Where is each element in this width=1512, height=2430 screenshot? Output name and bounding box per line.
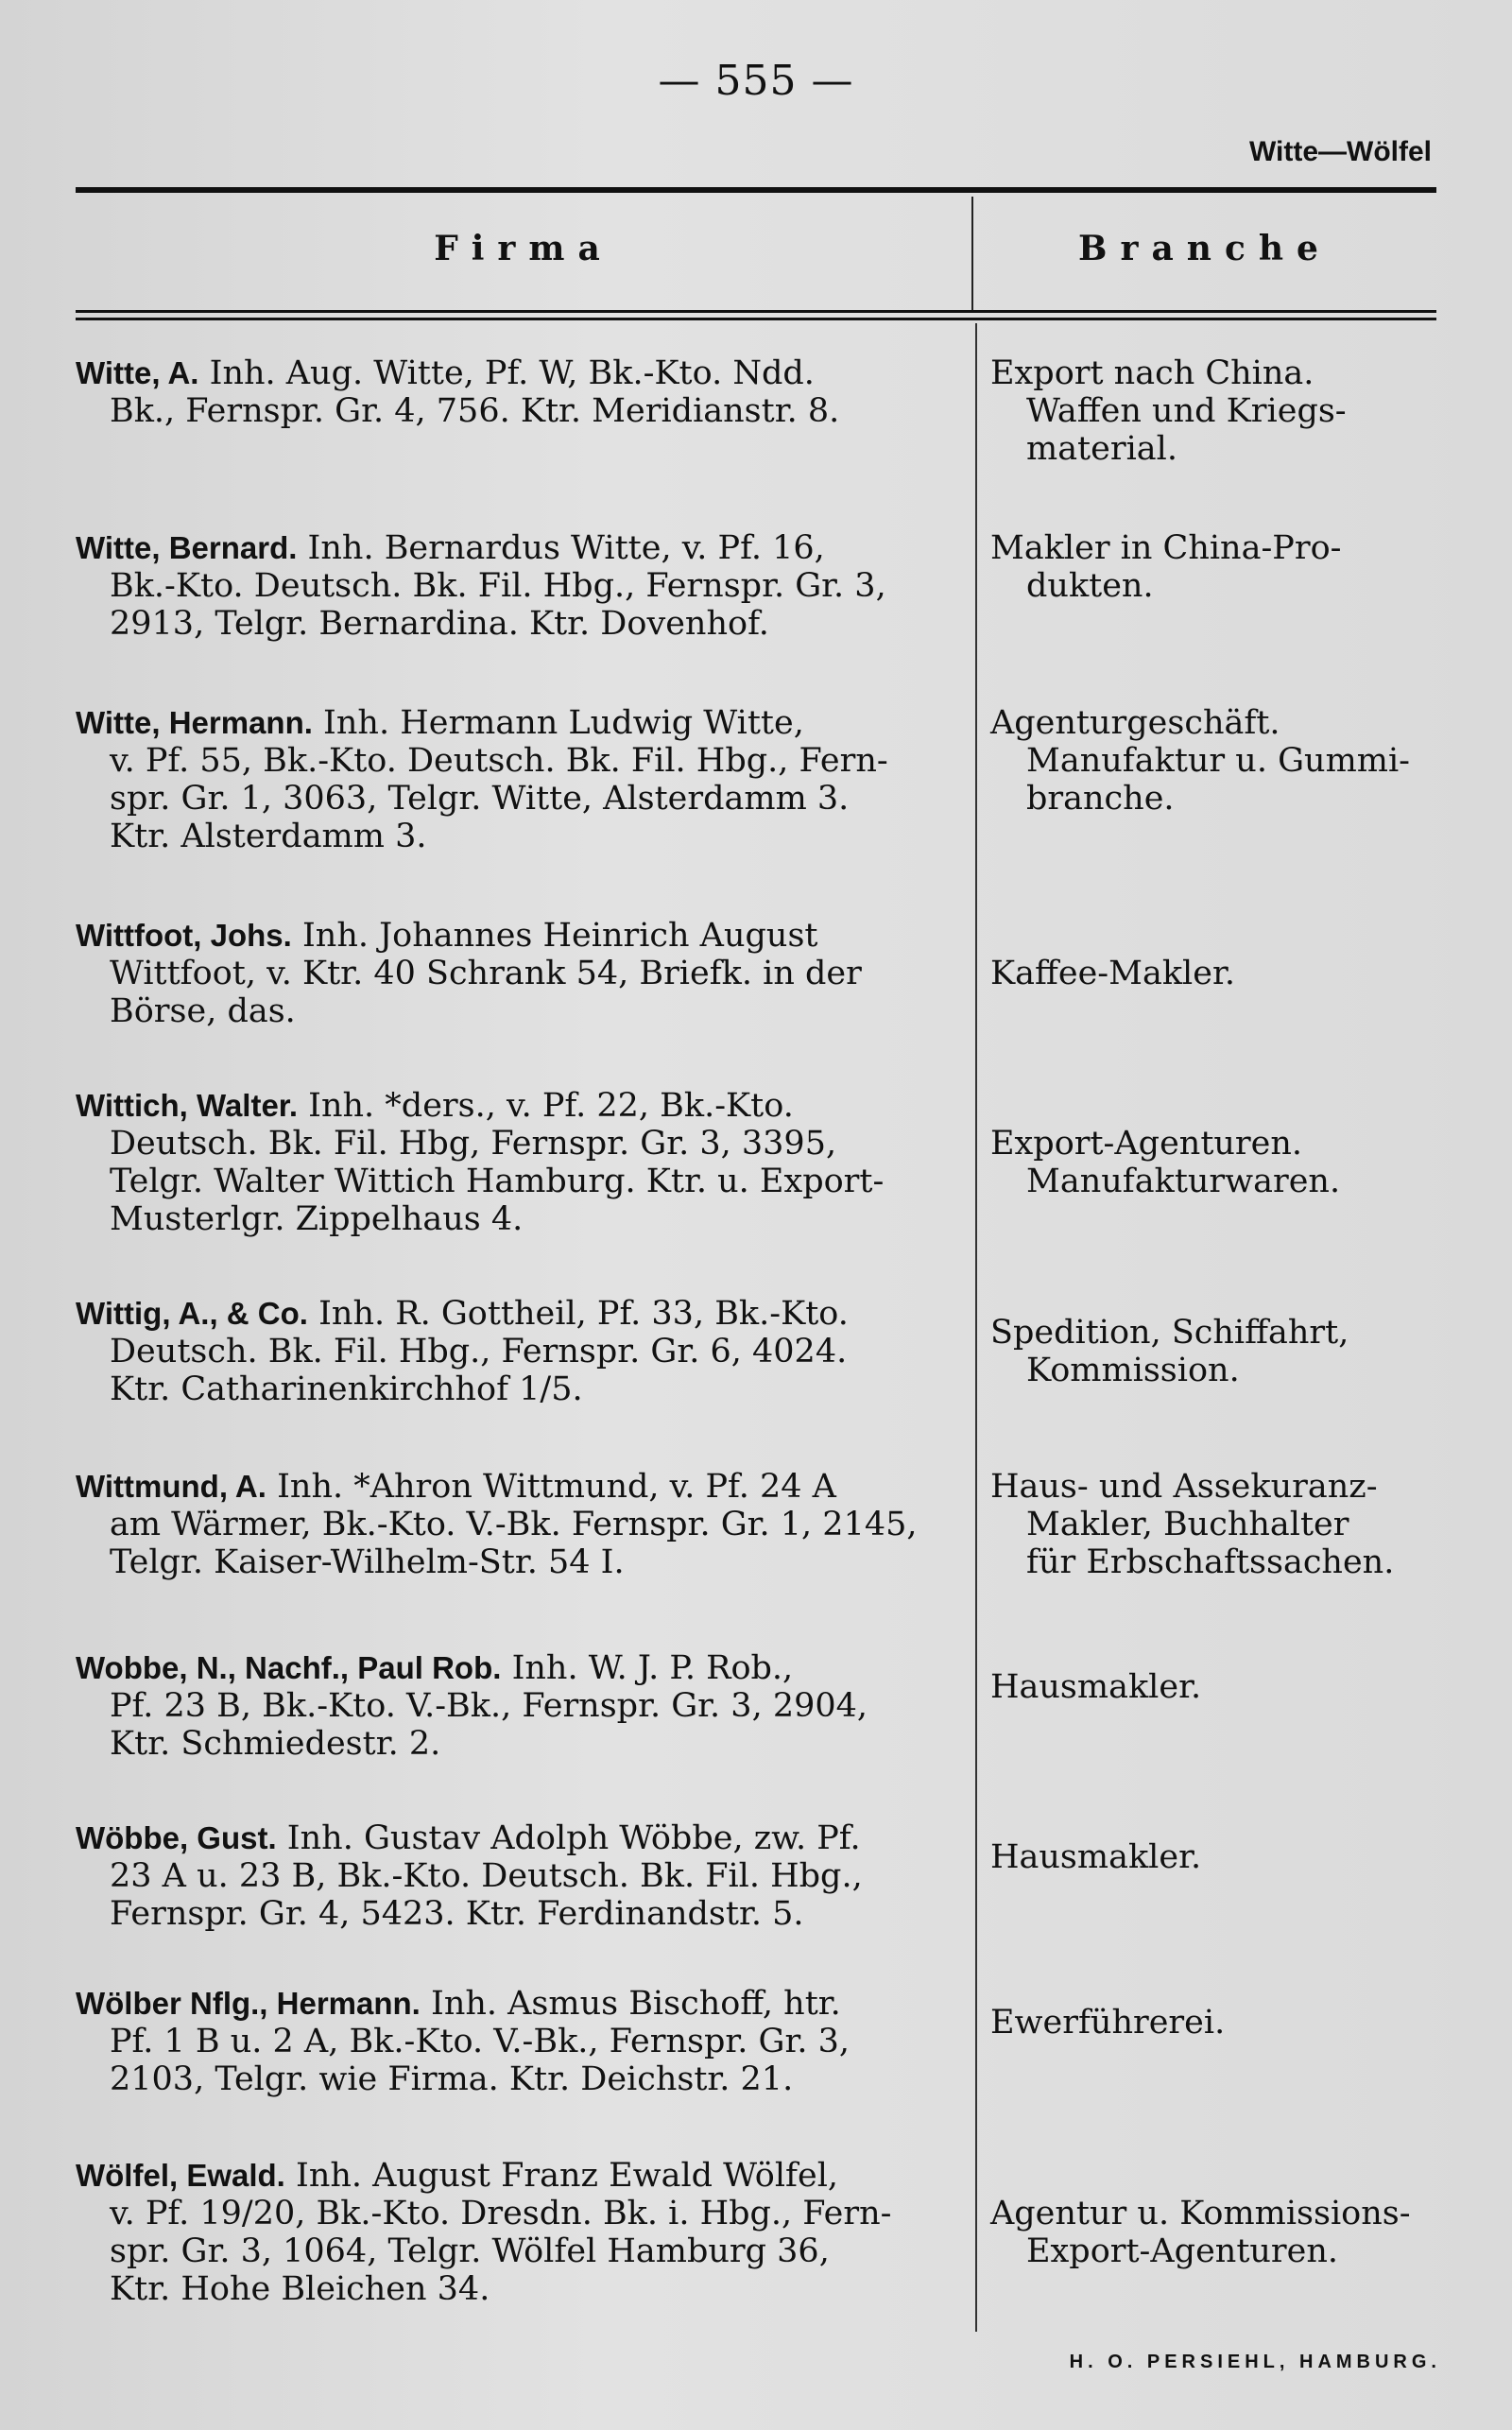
firm-detail-line: Deutsch. Bk. Fil. Hbg., Fernspr. Gr. 6, 4024.	[110, 1333, 848, 1370]
column-header-branche: Branche	[1078, 229, 1332, 268]
entry-firma	[76, 354, 964, 430]
entry-first-line	[76, 1087, 964, 1125]
printer-footer: H. O. PERSIEHL, HAMBURG.	[1069, 2352, 1441, 2372]
firm-detail-line: v. Pf. 19/20, Bk.-Kto. Dresdn. Bk. i. Hbg., Fern-	[110, 2195, 892, 2232]
firm-name: Witte, Bernard.	[76, 530, 298, 565]
branche-line: branche.	[1026, 780, 1175, 818]
firm-name: Wittfoot, Johs.	[76, 918, 292, 953]
branche-line: Kaffee-Makler.	[990, 955, 1235, 992]
entry-branche	[990, 704, 1463, 818]
firm-detail-line: Börse, das.	[110, 992, 296, 1030]
firm-detail-line: Bk.-Kto. Deutsch. Bk. Fil. Hbg., Fernspr. Gr. 3,	[110, 567, 886, 605]
firm-name: Wölfel, Ewald.	[76, 2158, 285, 2193]
branche-line: Manufakturwaren.	[1026, 1163, 1341, 1200]
entry-branche	[990, 529, 1463, 605]
entry-firma	[76, 1295, 964, 1408]
branche-line: Makler in China-Pro-	[990, 529, 1342, 567]
branche-line: material.	[1026, 430, 1177, 468]
firm-detail-line: am Wärmer, Bk.-Kto. V.-Bk. Fernspr. Gr. 1, 2145,	[110, 1506, 918, 1543]
header-rule-lower	[76, 318, 1436, 320]
firm-detail-line: Inh. W. J. P. Rob.,	[511, 1649, 794, 1687]
entry-first-line	[76, 1295, 964, 1333]
firm-name: Wölber Nflg., Hermann.	[76, 1986, 421, 2021]
page-number: — 555 —	[658, 57, 854, 105]
firm-detail-line: Wittfoot, v. Ktr. 40 Schrank 54, Briefk. in der	[110, 955, 862, 992]
firm-name: Witte, A.	[76, 355, 199, 390]
branche-line: Kommission.	[1026, 1352, 1240, 1389]
firm-detail-line: spr. Gr. 1, 3063, Telgr. Witte, Alsterdamm 3.	[110, 780, 850, 818]
firm-detail-line: Inh. Gustav Adolph Wöbbe, zw. Pf.	[286, 1819, 861, 1857]
firm-detail-line: Telgr. Kaiser-Wilhelm-Str. 54 I.	[110, 1543, 625, 1581]
branche-line: Export nach China.	[990, 354, 1314, 392]
firm-detail-line: Inh. Hermann Ludwig Witte,	[323, 704, 804, 742]
firm-detail-line: Inh. R. Gottheil, Pf. 33, Bk.-Kto.	[318, 1295, 849, 1333]
entry-branche	[990, 1468, 1463, 1581]
entry-branche	[990, 1668, 1463, 1706]
entry-first-line	[76, 354, 964, 392]
entry-branche	[990, 1838, 1463, 1876]
entry-firma	[76, 529, 964, 643]
entry-firma	[76, 917, 964, 1030]
page-range-header: Witte—Wölfel	[1248, 136, 1432, 167]
firm-detail-line: Inh. Asmus Bischoff, htr.	[431, 1985, 841, 2023]
column-divider	[975, 323, 977, 2332]
entry-branche	[990, 2004, 1463, 2042]
firm-detail-line: Inh. *ders., v. Pf. 22, Bk.-Kto.	[308, 1087, 794, 1125]
firm-detail-line: Ktr. Schmiedestr. 2.	[110, 1725, 441, 1763]
entry-branche	[990, 2195, 1463, 2270]
firm-detail-line: Ktr. Alsterdamm 3.	[110, 818, 427, 855]
branche-line: Makler, Buchhalter	[1026, 1506, 1349, 1543]
entry-branche	[990, 354, 1463, 468]
firm-detail-line: Pf. 1 B u. 2 A, Bk.-Kto. V.-Bk., Fernspr. Gr. 3,	[110, 2023, 850, 2060]
entry-first-line	[76, 2157, 964, 2195]
branche-line: Export-Agenturen.	[990, 1125, 1303, 1163]
entry-firma	[76, 1087, 964, 1238]
firm-detail-line: v. Pf. 55, Bk.-Kto. Deutsch. Bk. Fil. Hbg., Fern-	[110, 742, 888, 780]
entry-first-line	[76, 1649, 964, 1687]
branche-line: Agenturgeschäft.	[990, 704, 1280, 742]
entry-firma	[76, 1985, 964, 2098]
entry-firma	[76, 1468, 964, 1581]
firm-detail-line: Fernspr. Gr. 4, 5423. Ktr. Ferdinandstr. 5.	[110, 1895, 804, 1933]
entry-first-line	[76, 1819, 964, 1857]
branche-line: Agentur u. Kommissions-	[990, 2195, 1411, 2232]
firm-detail-line: Inh. Bernardus Witte, v. Pf. 16,	[307, 529, 825, 567]
firm-detail-line: Inh. Aug. Witte, Pf. W, Bk.-Kto. Ndd.	[209, 354, 815, 392]
header-rule-upper	[76, 310, 1436, 313]
branche-line: Export-Agenturen.	[1026, 2232, 1339, 2270]
top-rule	[76, 187, 1436, 193]
firm-detail-line: spr. Gr. 3, 1064, Telgr. Wölfel Hamburg 36,	[110, 2232, 830, 2270]
firm-detail-line: Inh. Johannes Heinrich August	[301, 917, 818, 955]
firm-name: Wobbe, N., Nachf., Paul Rob.	[76, 1650, 502, 1685]
entry-branche	[990, 1314, 1463, 1389]
firm-name: Wittich, Walter.	[76, 1088, 298, 1123]
firm-detail-line: Telgr. Walter Wittich Hamburg. Ktr. u. Export-	[110, 1163, 885, 1200]
firm-detail-line: Deutsch. Bk. Fil. Hbg, Fernspr. Gr. 3, 3395,	[110, 1125, 837, 1163]
entry-first-line	[76, 917, 964, 955]
branche-line: Haus- und Assekuranz-	[990, 1468, 1378, 1506]
firm-detail-line: Bk., Fernspr. Gr. 4, 756. Ktr. Meridianstr. 8.	[110, 392, 840, 430]
firm-detail-line: Pf. 23 B, Bk.-Kto. V.-Bk., Fernspr. Gr. 3, 2904,	[110, 1687, 868, 1725]
entry-first-line	[76, 529, 964, 567]
firm-detail-line: 23 A u. 23 B, Bk.-Kto. Deutsch. Bk. Fil. Hbg.,	[110, 1857, 863, 1895]
branche-line: für Erbschaftssachen.	[1026, 1543, 1395, 1581]
firm-detail-line: 2913, Telgr. Bernardina. Ktr. Dovenhof.	[110, 605, 769, 643]
branche-line: Hausmakler.	[990, 1668, 1202, 1706]
firm-name: Wittmund, A.	[76, 1469, 266, 1504]
firm-name: Wöbbe, Gust.	[76, 1820, 277, 1855]
entry-firma	[76, 1819, 964, 1933]
firm-detail-line: Inh. August Franz Ewald Wölfel,	[296, 2157, 839, 2195]
firm-detail-line: Inh. *Ahron Wittmund, v. Pf. 24 A	[277, 1468, 836, 1506]
branche-line: Spedition, Schiffahrt,	[990, 1314, 1349, 1352]
entry-firma	[76, 1649, 964, 1763]
firm-name: Witte, Hermann.	[76, 705, 313, 740]
firm-detail-line: Musterlgr. Zippelhaus 4.	[110, 1200, 524, 1238]
entry-firma	[76, 704, 964, 855]
entry-branche	[990, 955, 1463, 992]
entry-firma	[76, 2157, 964, 2308]
branche-line: Ewerführerei.	[990, 2004, 1226, 2042]
branche-line: Waffen und Kriegs-	[1026, 392, 1347, 430]
firm-detail-line: 2103, Telgr. wie Firma. Ktr. Deichstr. 21.	[110, 2060, 794, 2098]
firm-detail-line: Ktr. Catharinenkirchhof 1/5.	[110, 1370, 583, 1408]
firm-detail-line: Ktr. Hohe Bleichen 34.	[110, 2270, 490, 2308]
column-header-firma: Firma	[434, 229, 613, 268]
branche-line: dukten.	[1026, 567, 1154, 605]
entry-first-line	[76, 1468, 964, 1506]
firm-name: Wittig, A., & Co.	[76, 1296, 308, 1331]
entry-branche	[990, 1125, 1463, 1200]
branche-line: Hausmakler.	[990, 1838, 1202, 1876]
entry-first-line	[76, 1985, 964, 2023]
branche-line: Manufaktur u. Gummi-	[1026, 742, 1410, 780]
entry-first-line	[76, 704, 964, 742]
